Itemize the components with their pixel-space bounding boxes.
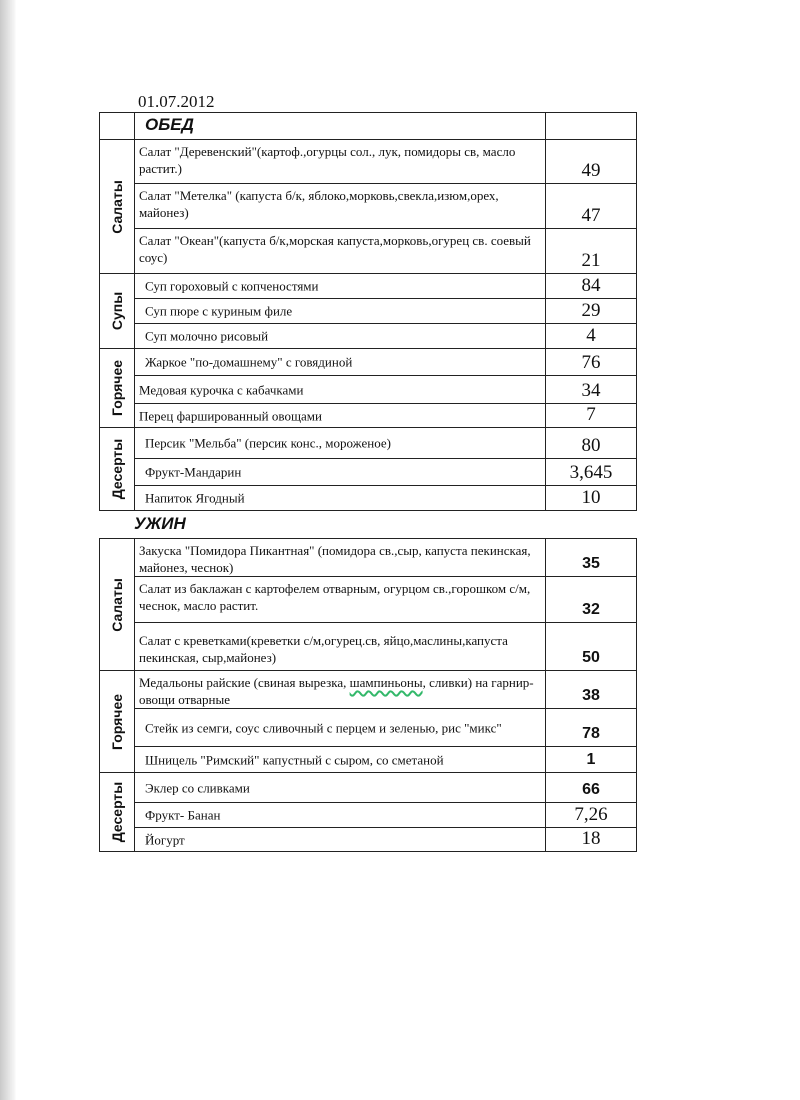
dish-price: 7 (586, 404, 596, 425)
dish-price: 47 (581, 205, 601, 226)
dish-name: Эклер со сливками (145, 780, 250, 795)
dish-price-cell (546, 747, 637, 773)
category-label: Горячее (109, 359, 125, 417)
dish-name: Салат "Океан"(капуста б/к,морская капуста,морковь,огурец св. соевый соус) (139, 233, 531, 265)
dish-price: 32 (582, 601, 600, 618)
table-row (100, 671, 637, 709)
dish-price: 66 (582, 781, 600, 798)
dish-name-cell (135, 274, 546, 299)
table-row (100, 229, 637, 274)
dish-name-cell (135, 671, 546, 709)
category-cell-hot-dishes (100, 349, 135, 428)
dish-price-cell (546, 709, 637, 747)
table-row (100, 140, 637, 184)
dish-price: 49 (581, 160, 601, 181)
dish-name-part: Медальоны райские (свиная вырезка, (139, 675, 350, 690)
category-cell-desserts (100, 428, 135, 511)
dish-price: 1 (586, 751, 596, 768)
dish-name-cell (135, 577, 546, 623)
table-row (100, 828, 637, 852)
dish-name-cell (135, 459, 546, 486)
scan-edge-shadow (0, 0, 16, 1100)
dish-price-cell (546, 184, 637, 229)
dish-price-cell (546, 428, 637, 459)
dish-name: Фрукт-Мандарин (145, 464, 242, 480)
dish-price-cell (546, 299, 637, 324)
dish-name: Жаркое "по-домашнему" с говядиной (145, 354, 353, 370)
dish-name: Суп молочно рисовый (145, 328, 269, 344)
dish-name: Салат "Метелка" (капуста б/к, яблоко,морковь,свекла,изюм,орех, майонез) (139, 188, 499, 220)
table-row (100, 324, 637, 349)
dish-price-cell (546, 349, 637, 376)
dish-price-cell (546, 671, 637, 709)
dish-price: 35 (582, 555, 600, 572)
dish-price-cell (546, 773, 637, 803)
lunch-header-row (100, 113, 637, 140)
dish-name: Йогурт (145, 832, 185, 847)
dish-name-cell (135, 140, 546, 184)
dish-name-cell (135, 709, 546, 747)
table-row (100, 184, 637, 229)
dinner-title: УЖИН (134, 514, 186, 533)
dish-name: Напиток Ягодный (145, 490, 245, 506)
dish-name-cell (135, 623, 546, 671)
table-row (100, 376, 637, 404)
dish-name-part: , сливки) на гарнир- овощи отварные (139, 675, 534, 707)
dish-name-cell (135, 184, 546, 229)
dish-name (135, 671, 545, 708)
category-label: Горячее (109, 693, 125, 750)
category-label: Супы (109, 291, 125, 331)
table-row (100, 274, 637, 299)
lunch-title-cell (135, 113, 546, 140)
dish-name-cell (135, 229, 546, 274)
highlighted-word: шампиньоны (349, 675, 423, 690)
dish-price-cell (546, 577, 637, 623)
dish-name: Медовая курочка с кабачками (139, 382, 304, 397)
dish-price: 18 (581, 828, 601, 849)
category-cell-soups (100, 274, 135, 349)
dish-price-cell (546, 459, 637, 486)
table-row (100, 577, 637, 623)
dinner-menu-table (99, 538, 637, 852)
dish-name-cell (135, 299, 546, 324)
dish-name: Шницель "Римский" капустный с сыром, со сметаной (145, 752, 444, 767)
dish-name-cell (135, 404, 546, 428)
table-row (100, 428, 637, 459)
table-row (100, 773, 637, 803)
table-row (100, 299, 637, 324)
dish-price: 34 (581, 380, 601, 401)
dish-name: Салат с креветками(креветки с/м,огурец.св, яйцо,маслины,капуста пекинская, сыр,майонез) (139, 633, 508, 665)
dish-price-cell (546, 376, 637, 404)
dish-name: Фрукт- Банан (145, 807, 221, 823)
dish-name: Стейк из семги, соус сливочный с перцем и зеленью, рис "микс" (145, 720, 502, 735)
dish-price: 29 (581, 300, 601, 321)
dish-price: 4 (586, 325, 596, 346)
table-row (100, 747, 637, 773)
table-row (100, 623, 637, 671)
header-price-cell (546, 113, 637, 140)
dish-price: 3,645 (569, 462, 613, 483)
category-label: Десерты (109, 781, 125, 843)
dish-name-cell (135, 828, 546, 852)
table-row (100, 349, 637, 376)
header-empty-cell (100, 113, 135, 140)
dish-name-cell (135, 324, 546, 349)
table-row (100, 709, 637, 747)
dish-name-cell (135, 747, 546, 773)
dish-price-cell (546, 404, 637, 428)
dish-name-cell (135, 349, 546, 376)
table-row (100, 404, 637, 428)
category-label: Салаты (109, 577, 125, 632)
dish-price: 10 (581, 487, 601, 508)
dish-price-cell (546, 828, 637, 852)
dish-name-cell (135, 428, 546, 459)
category-cell-desserts (100, 773, 135, 852)
category-label: Салаты (109, 179, 125, 234)
dish-price: 84 (581, 275, 601, 296)
dish-price-cell (546, 486, 637, 511)
dish-price: 76 (581, 352, 601, 373)
table-row (100, 486, 637, 511)
category-cell-hot-dishes (100, 671, 135, 773)
dish-price: 38 (582, 687, 600, 704)
dish-name: Суп гороховый с копченостями (145, 278, 319, 294)
table-row (100, 539, 637, 577)
dish-price-cell (546, 140, 637, 184)
dish-price-cell (546, 324, 637, 349)
category-label: Десерты (109, 438, 125, 500)
dish-price-cell (546, 539, 637, 577)
dish-price: 21 (581, 250, 601, 271)
dish-price: 78 (582, 725, 600, 742)
table-row (100, 459, 637, 486)
dish-price: 7,26 (574, 804, 608, 825)
dish-name: Суп пюре с куриным филе (145, 303, 293, 319)
lunch-title: ОБЕД (145, 115, 194, 134)
lunch-menu-table (99, 112, 637, 511)
category-cell-salads (100, 539, 135, 671)
dish-name: Салат "Деревенский"(картоф.,огурцы сол., лук, помидоры св, масло растит.) (139, 144, 516, 176)
dish-price-cell (546, 623, 637, 671)
table-row (100, 803, 637, 828)
dish-price-cell (546, 229, 637, 274)
dish-name-cell (135, 376, 546, 404)
dish-price-cell (546, 274, 637, 299)
dish-price-cell (546, 803, 637, 828)
dish-name: Перец фаршированный овощами (139, 408, 322, 423)
dish-name: Персик "Мельба" (персик конс., мороженое) (145, 435, 391, 451)
dish-price: 50 (582, 649, 600, 666)
dish-name: Закуска "Помидора Пикантная" (помидора св.,сыр, капуста пекинская, майонез, чеснок) (139, 543, 531, 575)
category-cell-salads (100, 140, 135, 274)
dish-name-cell (135, 539, 546, 577)
dish-name-cell (135, 486, 546, 511)
dish-name-cell (135, 773, 546, 803)
dish-name: Салат из баклажан с картофелем отварным, огурцом св.,горошком с/м, чеснок, масло растит. (139, 581, 531, 613)
dish-name-cell (135, 803, 546, 828)
menu-date: 01.07.2012 (138, 92, 215, 111)
dish-price: 80 (581, 435, 601, 456)
